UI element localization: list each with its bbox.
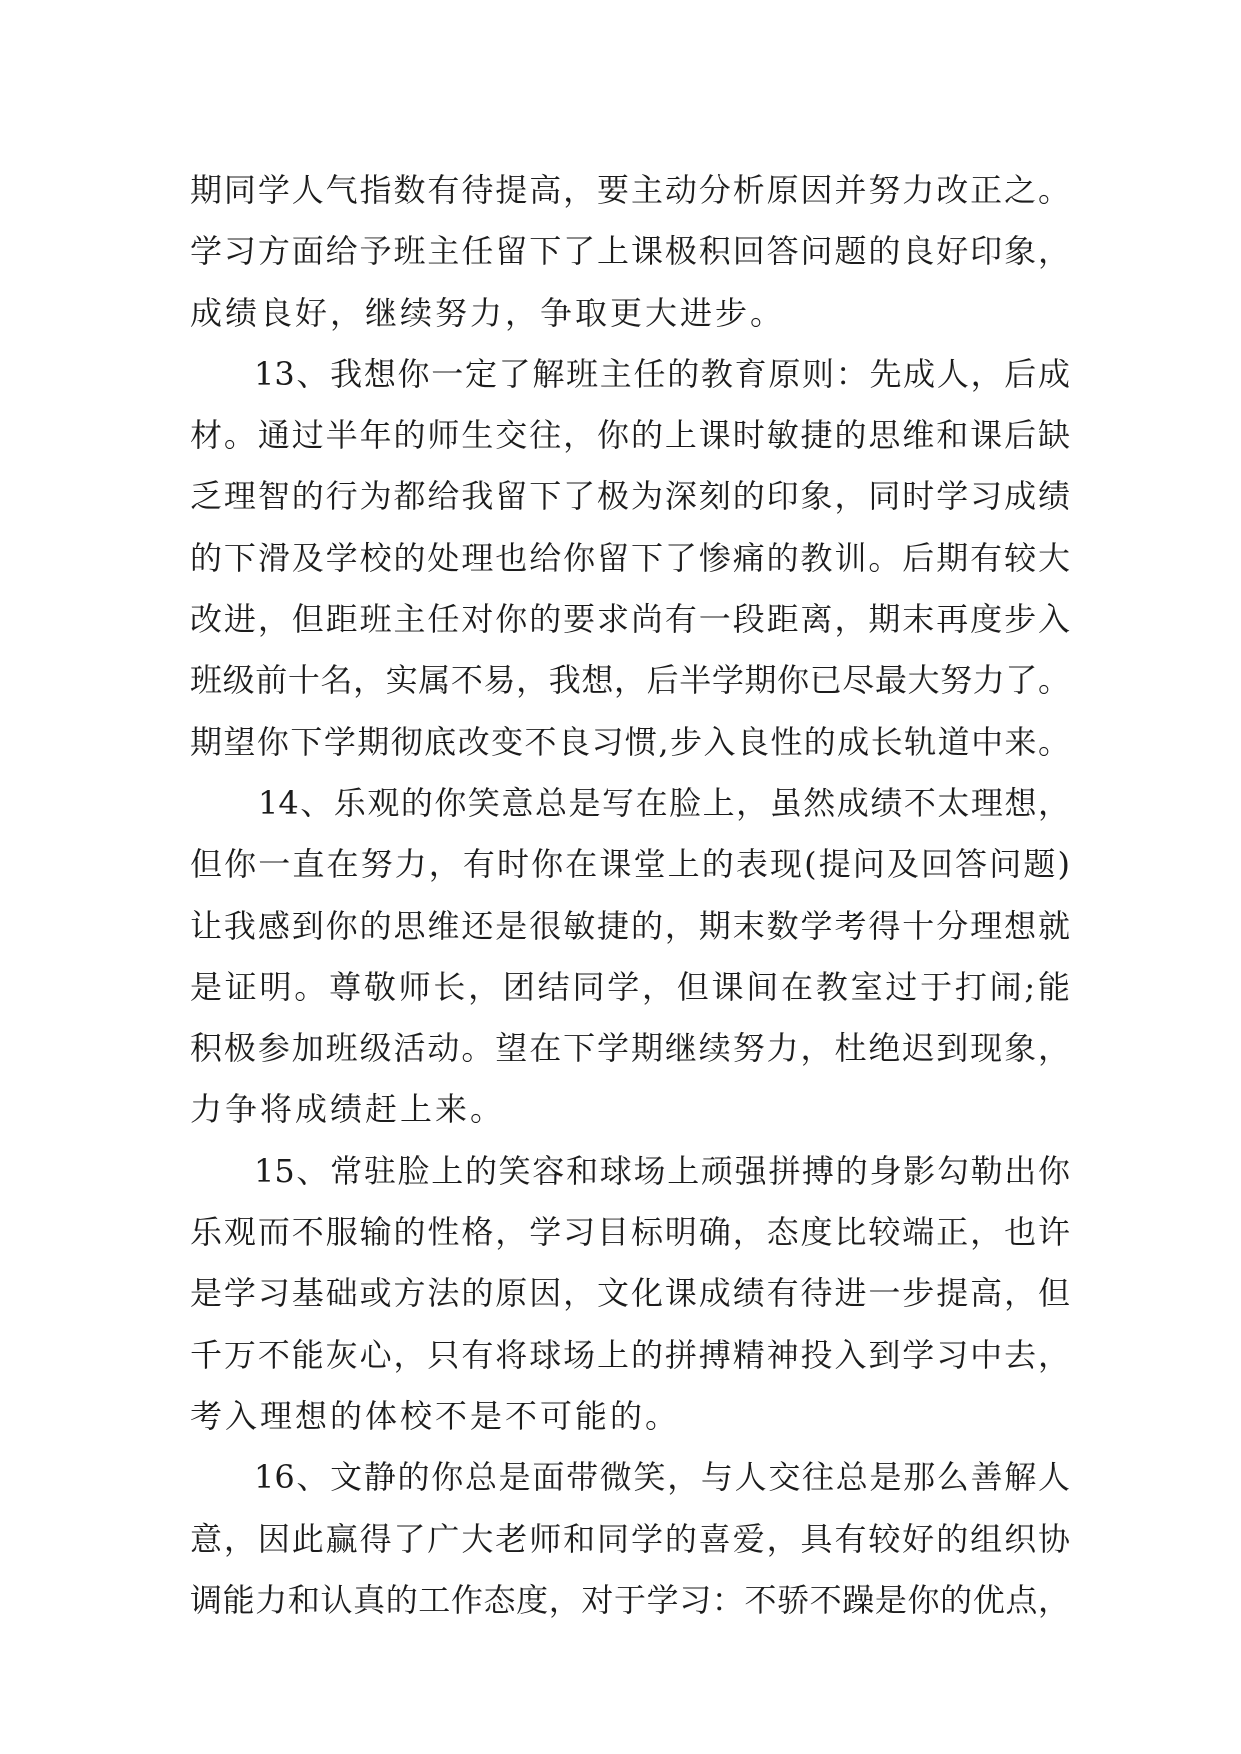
paragraph-13-first-line: 13、我想你一定了解班主任的教育原则：先成人，后成 — [254, 354, 1070, 393]
text-line: 的下滑及学校的处理也给你留下了惨痛的教训。后期有较大 — [190, 538, 1070, 577]
text-line: 千万不能灰心，只有将球场上的拼搏精神投入到学习中去， — [190, 1335, 1070, 1374]
text-line: 期同学人气指数有待提高，要主动分析原因并努力改正之。 — [190, 171, 1070, 209]
text-line: 班级前十名，实属不易，我想，后半学期你已尽最大努力了。 — [190, 661, 1070, 700]
paragraph-14-first-line: 14、乐观的你笑意总是写在脸上，虽然成绩不太理想， — [258, 783, 1070, 822]
text-line: 乏理智的行为都给我留下了极为深刻的印象，同时学习成绩 — [190, 477, 1070, 516]
text-line: 材。通过半年的师生交往，你的上课时敏捷的思维和课后缺 — [190, 416, 1070, 455]
text-line: 乐观而不服输的性格，学习目标明确，态度比较端正，也许 — [190, 1213, 1070, 1252]
text-line: 让我感到你的思维还是很敏捷的，期末数学考得十分理想就 — [190, 906, 1070, 945]
text-line: 力争将成绩赶上来。 — [190, 1090, 506, 1129]
text-line: 学习方面给予班主任留下了上课极积回答问题的良好印象， — [190, 232, 1070, 271]
text-line: 是证明。尊敬师长，团结同学，但课间在教室过于打闹;能 — [190, 967, 1070, 1006]
text-line: 改进，但距班主任对你的要求尚有一段距离，期末再度步入 — [190, 600, 1070, 639]
text-line: 考入理想的体校不是不可能的。 — [190, 1396, 681, 1435]
text-line: 积极参加班级活动。望在下学期继续努力，杜绝迟到现象， — [190, 1029, 1070, 1068]
document-body — [190, 160, 1070, 1631]
paragraph-16-first-line: 16、文静的你总是面带微笑，与人交往总是那么善解人 — [254, 1458, 1070, 1497]
paragraph-15-first-line: 15、常驻脸上的笑容和球场上顽强拼搏的身影勾勒出你 — [254, 1151, 1070, 1190]
text-line: 成绩良好，继续努力，争取更大进步。 — [190, 293, 786, 332]
text-line: 调能力和认真的工作态度，对于学习：不骄不躁是你的优点， — [190, 1580, 1070, 1619]
text-line: 意，因此赢得了广大老师和同学的喜爱，具有较好的组织协 — [190, 1519, 1070, 1558]
text-line: 但你一直在努力，有时你在课堂上的表现(提问及回答问题) — [190, 845, 1070, 884]
text-line: 是学习基础或方法的原因，文化课成绩有待进一步提高，但 — [190, 1274, 1070, 1313]
text-line: 期望你下学期彻底改变不良习惯,步入良性的成长轨道中来。 — [190, 722, 1070, 761]
